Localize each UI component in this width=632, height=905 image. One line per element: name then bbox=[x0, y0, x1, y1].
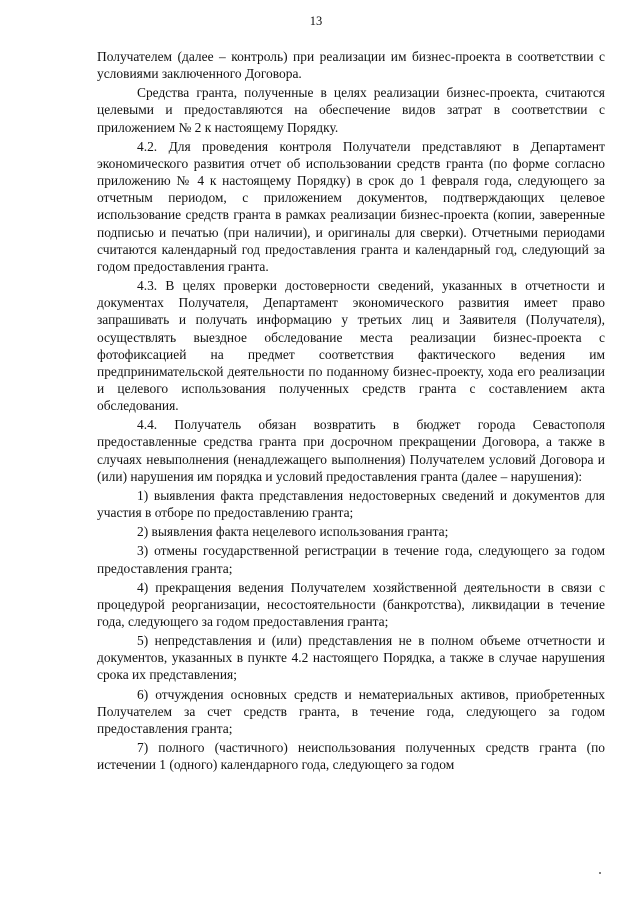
list-item-5: 5) непредставления и (или) представления не в полном объеме отчетности и документов, указанных в пункте 4.2 настоящего Порядка, а также в случае нарушения срока их представления; bbox=[97, 633, 605, 683]
paragraph-continuation: Получателем (далее – контроль) при реализации им бизнес-проекта в соответствии с условиями заключенного Договора. bbox=[97, 49, 605, 82]
list-item-2: 2) выявления факта нецелевого использования гранта; bbox=[137, 524, 449, 540]
list-item-1: 1) выявления факта представления недостоверных сведений и документов для участия в отборе по предоставлению гранта; bbox=[97, 487, 605, 521]
paragraph-4-4: 4.4. Получатель обязан возвратить в бюджет города Севастополя предоставленные средства гранта при досрочном прекращении Договора, а также в случаях невыполнения (ненадлежащего выполнения) Получателем условий Договора и (или) нарушения им порядка и условий предоставления гранта (далее – нарушения): bbox=[97, 417, 605, 484]
paragraph-grant-funds-purpose: Средства гранта, полученные в целях реализации бизнес-проекта, считаются целевыми и предоставляются на обеспечение видов затрат в соответствии с приложением № 2 к настоящему Порядку. bbox=[97, 85, 605, 135]
list-item-4: 4) прекращения ведения Получателем хозяйственной деятельности в связи с процедурой реорганизации, несостоятельности (банкротства), ликвидации в течение года, следующего за годом предоставления гранта; bbox=[97, 579, 605, 629]
scan-speck bbox=[599, 872, 601, 874]
paragraph-4-2: 4.2. Для проведения контроля Получатели представляют в Департамент экономического развития отчет об использовании средств гранта (по форме согласно приложению № 4 к настоящему Порядку) в срок до 1 февраля года, следующего за отчетным периодом, с приложением документов, подтверждающих целевое использование средств гранта в рамках реализации бизнес-проекта (копии, заверенные подписью и печатью (при наличии), и оригиналы для сверки). Отчетными периодами считаются календарный год предоставления гранта и календарный год, следующий за годом предоставления гранта. bbox=[97, 138, 605, 274]
list-item-7: 7) полного (частичного) неиспользования полученных средств гранта (по истечении 1 (одного) календарного года, следующего за годом bbox=[97, 740, 605, 773]
document-body bbox=[97, 48, 605, 773]
paragraph-4-3: 4.3. В целях проверки достоверности сведений, указанных в отчетности и документах Получателя, Департамент экономического развития имеет право запрашивать и получать информацию у третьих лиц и Заявителя (Получателя), осуществлять выездное обследование места реализации бизнес-проекта с фотофиксацией на предмет соответствия фактического ведения им предпринимательской деятельности по поданному бизнес-проекту, хода его реализации и целевого использования полученных средств гранта с составлением акта обследования. bbox=[97, 278, 605, 414]
page-number: 13 bbox=[309, 14, 323, 28]
list-item-3: 3) отмены государственной регистрации в течение года, следующего за годом предоставления гранта; bbox=[97, 543, 605, 576]
list-item-6: 6) отчуждения основных средств и нематериальных активов, приобретенных Получателем за счет средств гранта, в течение года, следующего за годом предоставления гранта; bbox=[97, 686, 605, 736]
